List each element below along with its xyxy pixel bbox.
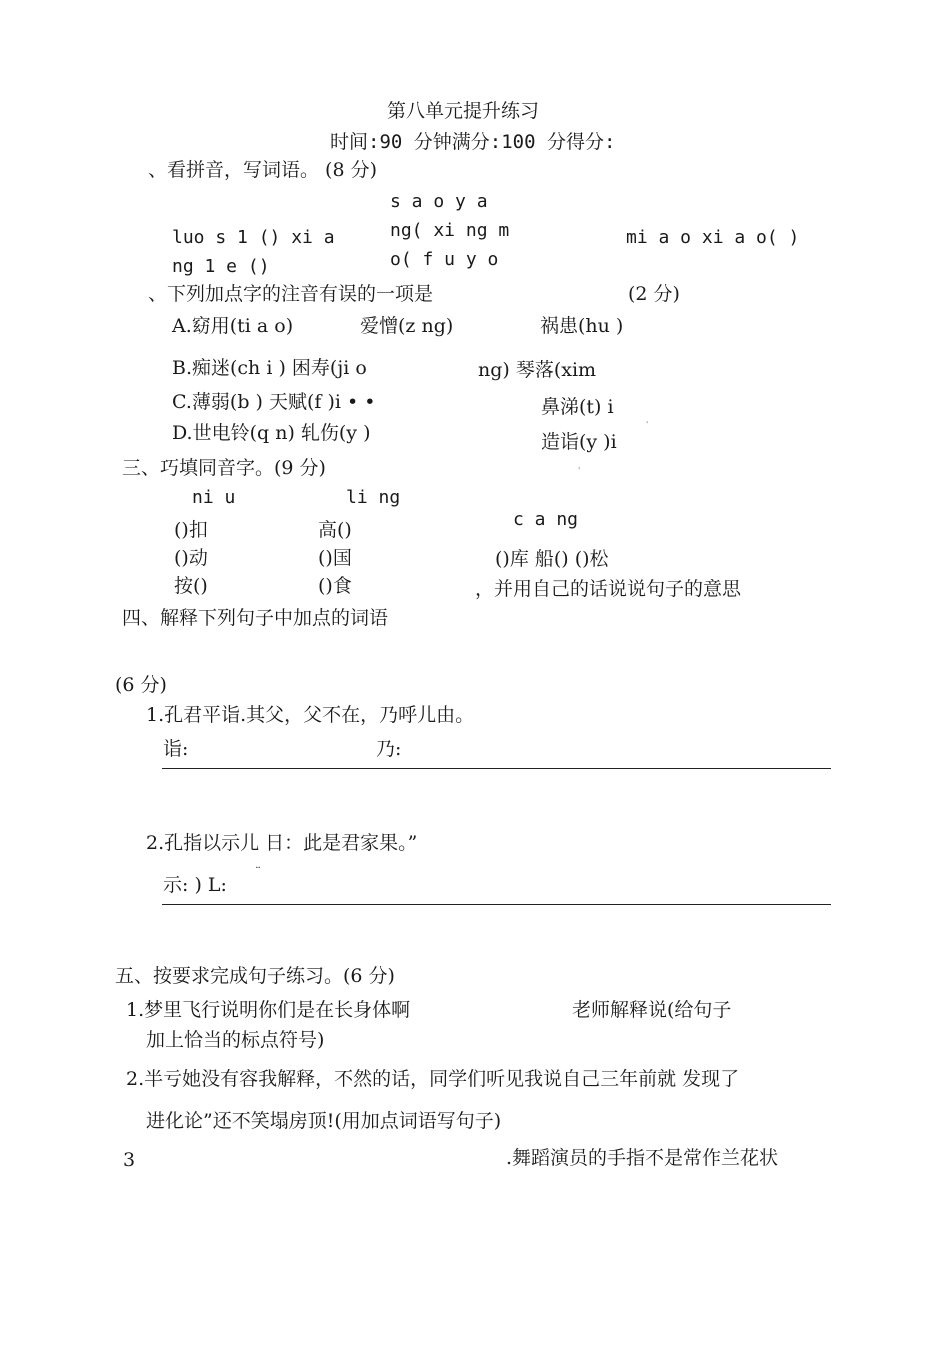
fill-blank-item: 高() bbox=[318, 519, 352, 541]
question-text: 1.梦里飞行说明你们是在长身体啊 bbox=[126, 999, 411, 1021]
answer-prompt: 诣: bbox=[163, 738, 189, 760]
scan-mark: ' bbox=[578, 466, 581, 475]
pinyin-text: li ng bbox=[346, 487, 401, 508]
fill-blank-item: ()国 bbox=[318, 547, 352, 569]
option-b-item: ng) 琴落(xim bbox=[478, 359, 597, 381]
option-b-item: B.痴迷(ch i ) 困寿(ji o bbox=[172, 357, 367, 379]
option-c-item: C.薄弱(b ) 天赋(f )i • • bbox=[172, 391, 376, 413]
answer-line[interactable] bbox=[162, 768, 831, 769]
pinyin-text: mi a o xi a o( ) bbox=[626, 227, 800, 248]
pinyin-text: c a ng bbox=[513, 509, 579, 530]
option-c-item: 鼻涕(t) i bbox=[541, 396, 614, 418]
question-text: 2.半亏她没有容我解释，不然的话，同学们听见我说自己三年前就 发现了 bbox=[126, 1068, 740, 1090]
fill-blank-item: ()食 bbox=[318, 575, 352, 597]
pinyin-text: ni u bbox=[192, 487, 236, 508]
question-text: 1.孔君平诣.其父，父不在，乃呼儿由。 bbox=[146, 704, 475, 726]
question-number: 3 bbox=[123, 1149, 136, 1171]
question-text: 进化论”还不笑塌房顶!(用加点词语写句子) bbox=[146, 1110, 502, 1132]
option-d-item: 造诣(y )i bbox=[541, 431, 617, 453]
section-1-heading: 、看拼音，写词语。 (8 分) bbox=[148, 159, 377, 181]
pinyin-text: ng 1 e () bbox=[172, 256, 270, 277]
question-text: 老师解释说(给句子 bbox=[572, 999, 732, 1021]
pinyin-text: ng( xi ng m bbox=[390, 220, 510, 241]
section-4-heading: 四、解释下列句子中加点的词语 bbox=[122, 607, 389, 629]
option-a-item: A.窈用(ti a o) bbox=[172, 315, 294, 337]
option-d-item: D.世电铃(q n) 轧伤(y ) bbox=[172, 422, 371, 444]
answer-prompt: 示: ) L: bbox=[163, 874, 227, 896]
answer-line[interactable] bbox=[162, 904, 831, 905]
pinyin-text: luo s 1 () xi a bbox=[172, 227, 335, 248]
answer-prompt: 乃: bbox=[376, 738, 402, 760]
fill-blank-item: ()扣 bbox=[174, 519, 208, 541]
option-a-item: 祸患(hu ) bbox=[540, 315, 624, 337]
exam-info: 时间:90 分钟满分:100 分得分: bbox=[330, 131, 616, 153]
scan-mark: ' bbox=[646, 420, 649, 429]
section-4-score: (6 分) bbox=[115, 674, 167, 696]
fill-blank-item: ()库 船() ()松 bbox=[495, 548, 609, 570]
fill-blank-item: 按() bbox=[174, 575, 208, 597]
section-3-heading: 三、巧填同音字。(9 分) bbox=[122, 457, 326, 479]
section-5-heading: 五、按要求完成句子练习。(6 分) bbox=[115, 965, 395, 987]
scan-mark: ¨ bbox=[255, 865, 261, 879]
question-text: 2.孔指以示儿 日：此是君家果。” bbox=[146, 832, 418, 854]
question-text: 加上恰当的标点符号) bbox=[146, 1029, 325, 1051]
question-text: .舞蹈演员的手指不是常作兰花状 bbox=[506, 1147, 779, 1169]
option-a-item: 爱憎(z ng) bbox=[360, 315, 454, 337]
page-title: 第八单元提升练习 bbox=[387, 100, 540, 122]
pinyin-text: o( f u y o bbox=[390, 249, 499, 270]
pinyin-text: s a o y a bbox=[390, 191, 488, 212]
fill-blank-item: ()动 bbox=[174, 547, 208, 569]
section-2-score: (2 分) bbox=[628, 283, 680, 305]
section-4-heading-continued: ，并用自己的话说说句子的意思 bbox=[475, 578, 742, 600]
section-2-heading: 、下列加点字的注音有误的一项是 bbox=[148, 283, 434, 305]
